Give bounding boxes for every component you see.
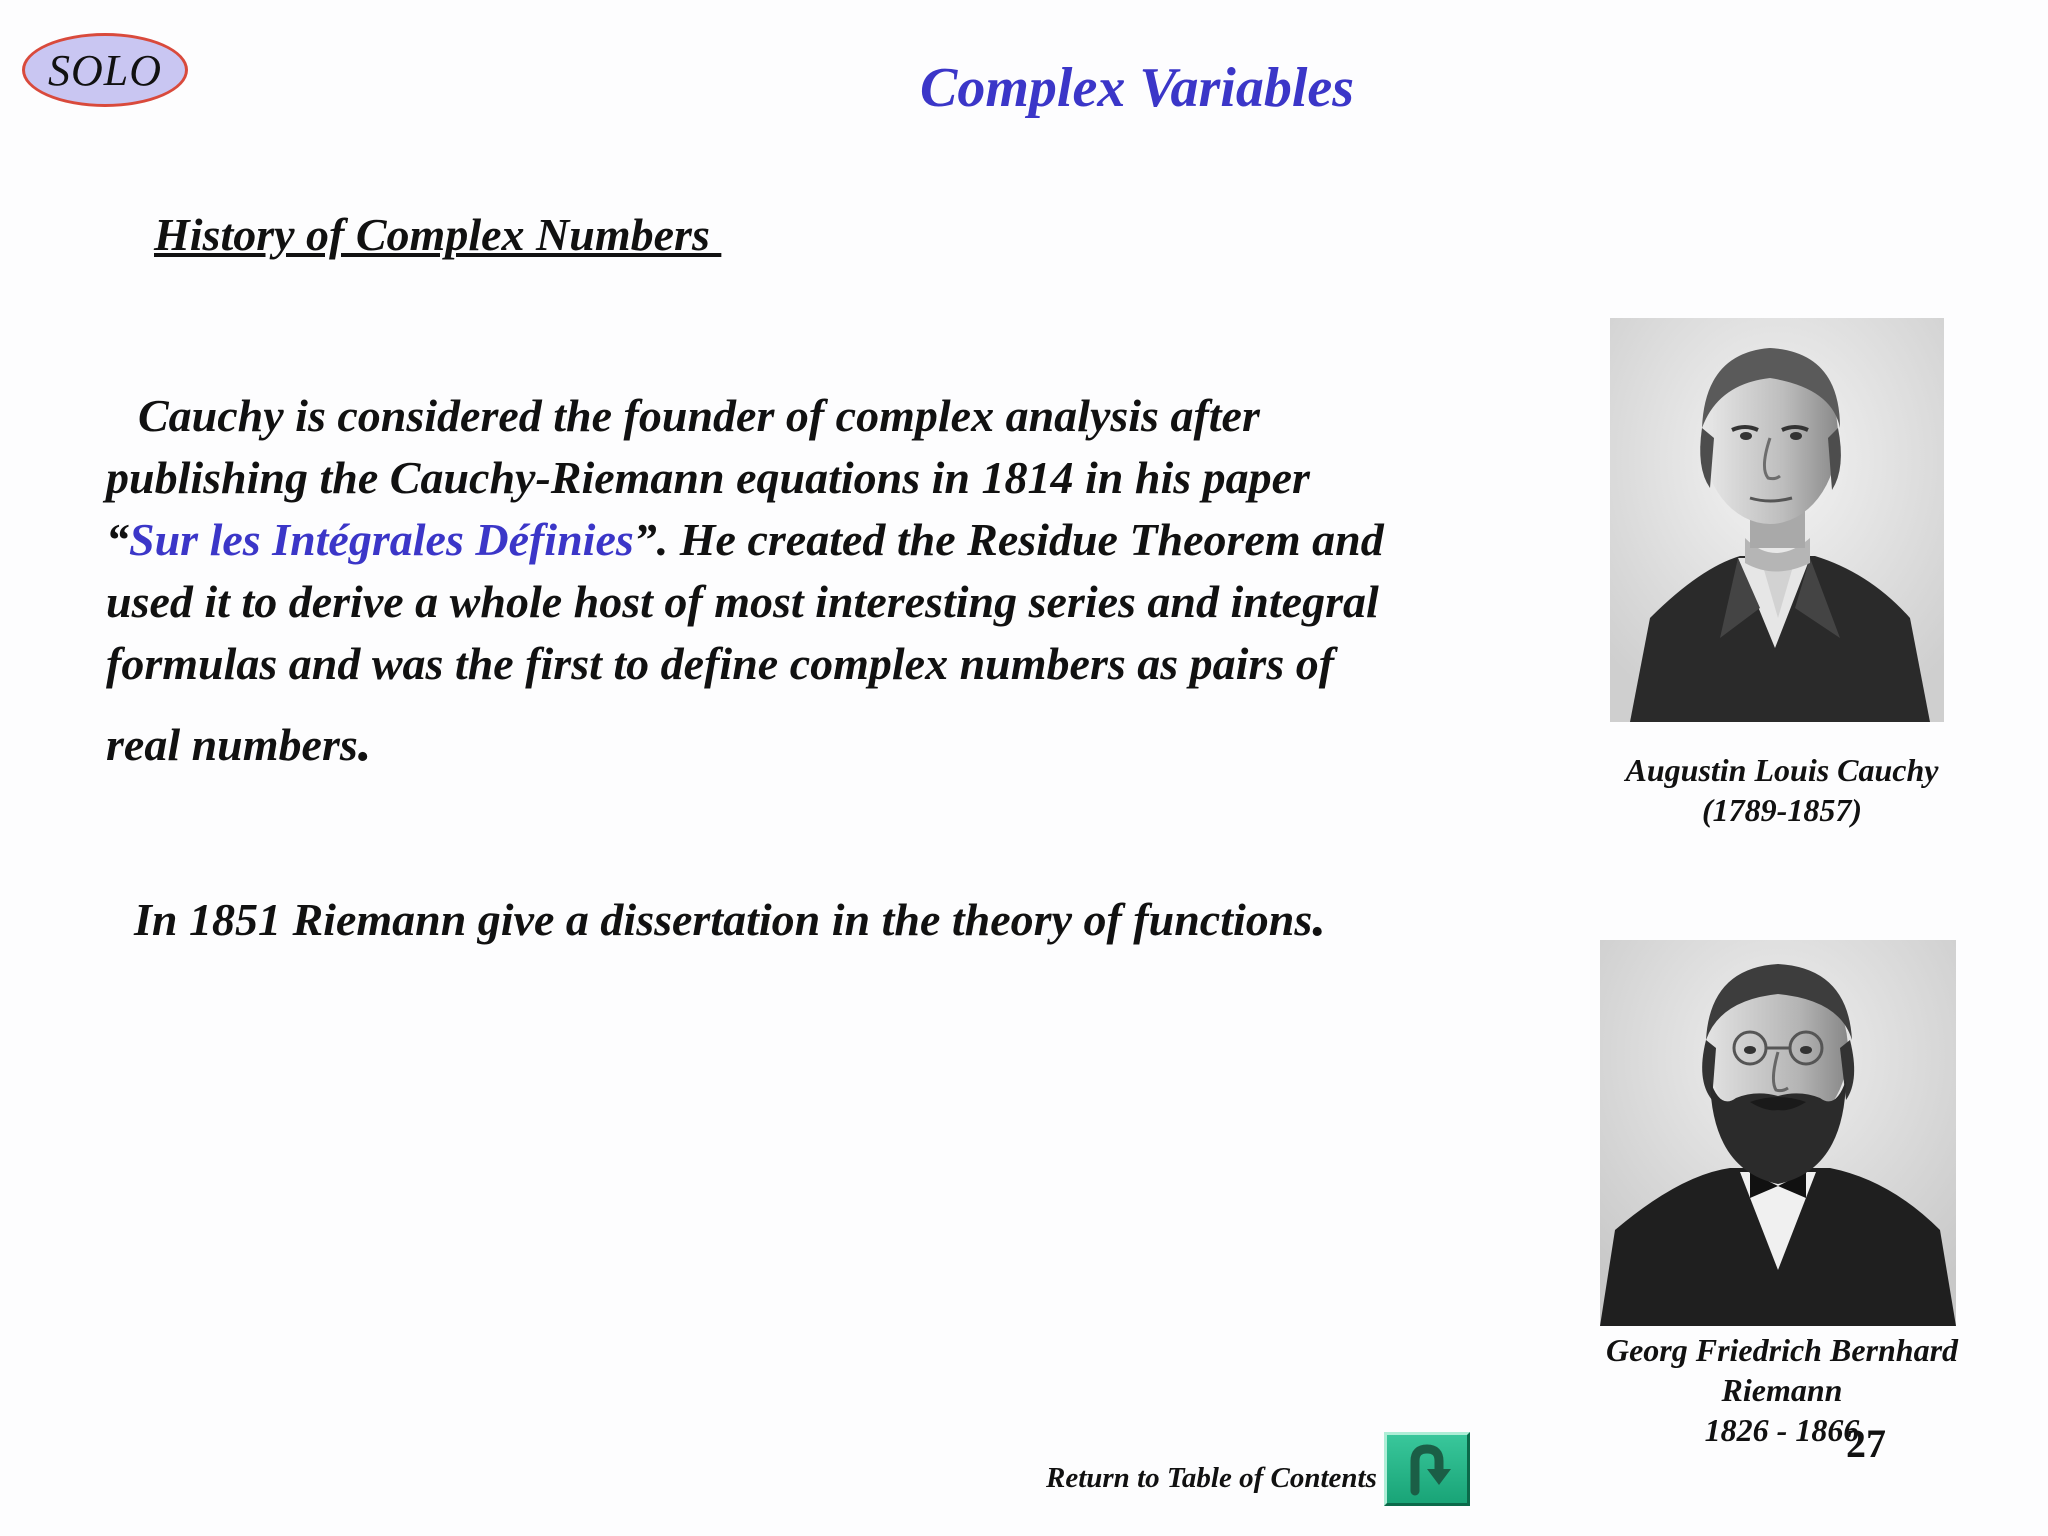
portrait-riemann-icon — [1600, 940, 1956, 1326]
last-line-text: real numbers — [106, 719, 358, 770]
riemann-caption-name2: Riemann — [1721, 1372, 1843, 1408]
last-line-period: . — [357, 711, 372, 773]
paragraph-line: used it to derive a whole host of most interesting series and integral — [106, 576, 1379, 627]
portrait-cauchy-icon — [1610, 318, 1944, 722]
riemann-caption — [1580, 1330, 1984, 1450]
page-number: 27 — [1846, 1421, 1886, 1466]
return-to-toc-link[interactable]: Return to Table of Contents — [1046, 1462, 1377, 1494]
paper-title-link[interactable]: Sur les Intégrales Définies — [129, 514, 634, 565]
cauchy-caption-years: (1789-1857) — [1702, 792, 1862, 828]
riemann-caption-years: 1826 - 1866 — [1704, 1412, 1860, 1448]
riemann-paragraph — [134, 885, 1326, 949]
paragraph-line: formulas and was the first to define complex numbers as pairs of — [106, 638, 1335, 689]
paragraph-line — [106, 509, 1566, 571]
cauchy-paragraph — [106, 385, 1566, 776]
quote-open: “ — [106, 514, 129, 565]
riemann-text: In 1851 Riemann give a dissertation in the theory of functions — [134, 894, 1313, 945]
quote-rest: ”. He created the Residue Theorem and — [633, 514, 1384, 565]
section-heading: History of Complex Numbers — [154, 209, 722, 260]
return-arrow-icon — [1387, 1435, 1467, 1503]
riemann-caption-name: Georg Friedrich Bernhard — [1605, 1332, 1959, 1368]
cauchy-caption-name: Augustin Louis Cauchy — [1625, 752, 1939, 788]
solo-logo — [22, 33, 188, 107]
slide-title: Complex Variables — [920, 57, 1355, 119]
solo-logo-text: SOLO — [47, 45, 163, 95]
paragraph-line — [106, 711, 1566, 776]
cauchy-caption — [1600, 750, 1964, 830]
paragraph-line: publishing the Cauchy-Riemann equations in 1814 in his paper — [106, 452, 1310, 503]
return-to-toc-button[interactable] — [1384, 1432, 1470, 1506]
riemann-period: . — [1312, 886, 1327, 948]
paragraph-line: Cauchy is considered the founder of complex analysis after — [138, 390, 1260, 441]
